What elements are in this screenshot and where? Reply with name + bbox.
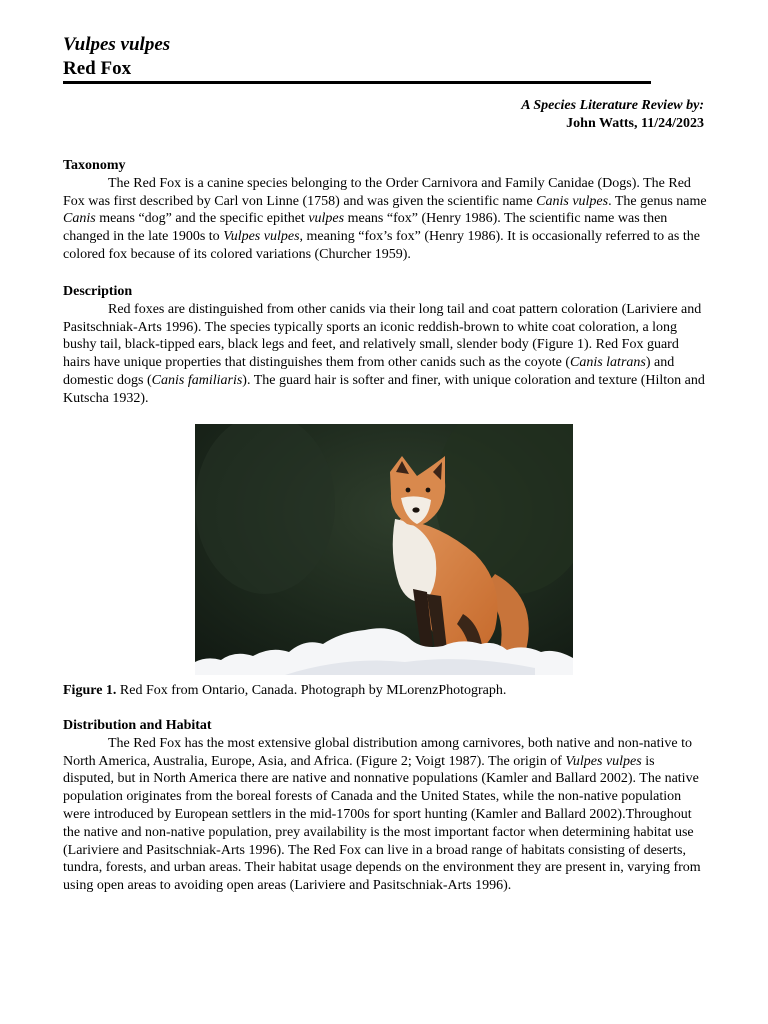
text-run: . The genus name — [608, 193, 707, 209]
figure-label: Figure 1. — [63, 683, 117, 698]
species-title: Vulpes vulpes — [63, 34, 171, 55]
title-divider — [63, 81, 651, 84]
text-run: ) and domestic dogs ( — [63, 355, 675, 388]
italic-term: Canis — [63, 211, 96, 227]
taxonomy-paragraph — [63, 175, 707, 264]
caption-text: Red Fox from Ontario, Canada. Photograph by MLorenzPhotograph. — [116, 683, 507, 698]
text-run: Red foxes are distinguished from other canids via their long tail and coat pattern coloration (Lariviere and Pasitschniak-Arts 1996). The species typically sports an iconic reddish-brown to white coat coloration, a long bushy tail, black-tipped ears, black legs and feet, and relatively small, slender body (Figure 1). Red Fox guard hairs have unique properties that distinguishes them from other canids such as the coyote ( — [63, 301, 702, 371]
byline — [521, 97, 704, 133]
description-section — [63, 283, 707, 408]
distribution-paragraph — [63, 735, 707, 895]
italic-term: Vulpes vulpes — [565, 753, 642, 769]
text-run: means “fox” (Henry 1986). The scientific name was then changed in the late 1900s to — [63, 211, 668, 245]
italic-term: vulpes — [308, 211, 345, 227]
text-run: The Red Fox is a canine species belonging to the Order Carnivora and Family Canidae (Dogs). The Red Fox was first described by Carl von Linne (1758) and was given the scientific name — [63, 175, 691, 209]
italic-term: Vulpes vulpes — [223, 229, 300, 245]
description-paragraph — [63, 301, 707, 408]
author-date: John Watts, 11/24/2023 — [566, 116, 704, 131]
italic-term: Canis familiaris — [151, 372, 243, 388]
text-run: The Red Fox has the most extensive global distribution among carnivores, both native and non-native to North America, Australia, Europe, Asia, and Africa. (Figure 2; Voigt 1987). The origin of — [63, 735, 692, 769]
common-name-title: Red Fox — [63, 58, 132, 79]
description-heading: Description — [63, 284, 133, 299]
text-run: means “dog” and the specific epithet — [95, 211, 309, 227]
italic-term: Canis latrans — [569, 355, 646, 371]
red-fox-photo — [195, 424, 573, 675]
review-label: A Species Literature Review by: — [521, 98, 704, 113]
distribution-section — [63, 717, 707, 895]
figure-caption — [63, 682, 506, 700]
text-run: , meaning “fox’s fox” (Henry 1986). It is occasionally referred to as the colored fox because of its colored variations (Churcher 1959). — [63, 229, 700, 262]
text-run: is disputed, but in North America there are native and nonnative populations (Kamler and Ballard 2002). The native population originates from the boreal forests of Canada and the United States, while the non-native population were introduced by European settlers in the mid-1700s for sport hunting (Kamler and Ballard 2002).Throughout the native and non-native population, prey availability is the most important factor when determining habitat use (Lariviere and Pasitschniak-Arts 1996). The Red Fox can live in a broad range of habitats consisting of deserts, tundra, forests, and urban areas. Their habitat usage depends on the environment they are present in, varying from using open areas to avoiding open areas (Lariviere and Pasitschniak-Arts 1996). — [63, 753, 701, 894]
distribution-heading: Distribution and Habitat — [63, 718, 212, 733]
taxonomy-heading: Taxonomy — [63, 158, 126, 173]
italic-term: Canis vulpes — [536, 193, 609, 209]
taxonomy-section — [63, 157, 707, 264]
text-run: ). The guard hair is softer and finer, with unique coloration and texture (Hilton and Kutscha 1932). — [63, 372, 705, 406]
